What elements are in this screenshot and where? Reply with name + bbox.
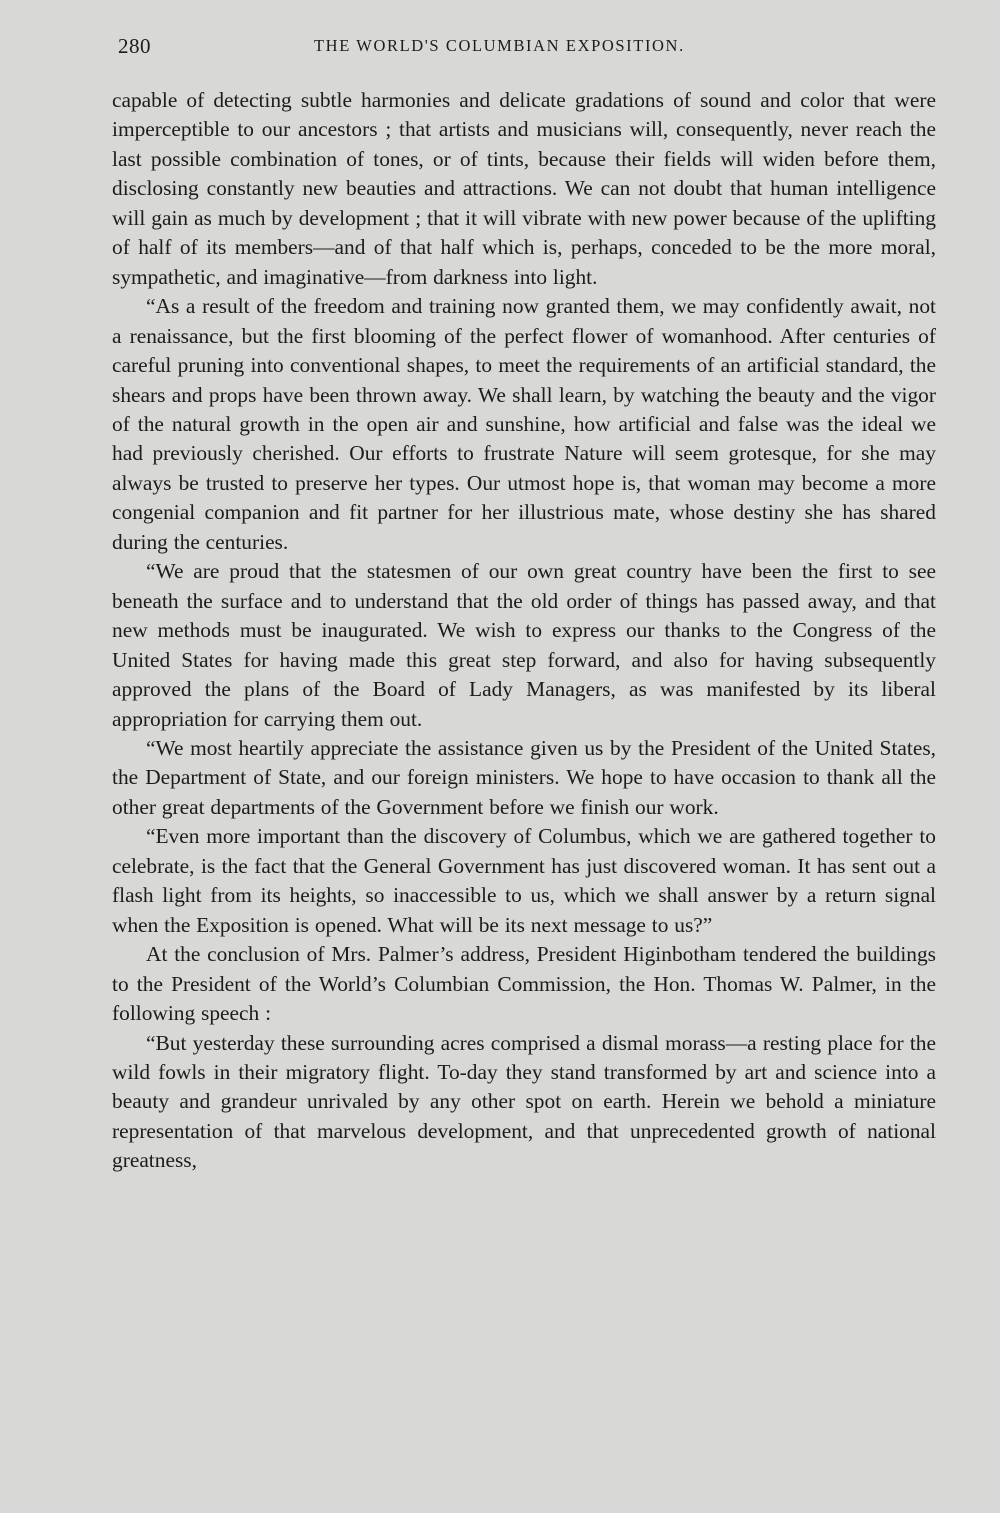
paragraph-discovery: “Even more important than the discovery of Columbus, which we are gathered together to celebrate, is the fact that the General Government has just discovered woman. It has sent out a flash light from its heights, so inaccessible to us, which we shall answer by a return signal when the Exposition is opened. What will be its next message to us?” — [112, 824, 936, 937]
page-number: 280 — [118, 34, 151, 58]
paragraph-renaissance: “As a result of the freedom and training now granted them, we may confidently await, not a renaissance, but the first blooming of the perfect flower of womanhood. After centuries of careful pruning into conventional shapes, to meet the requirements of an artificial standard, the shears and props have been thrown away. We shall learn, by watching the beauty and the vigor of the natural growth in the open air and sunshine, how artificial and false was the ideal we had previously cherished. Our efforts to frustrate Nature will seem grotesque, for she may always be trusted to preserve her types. Our utmost hope is, that woman may become a more congenial companion and fit partner for her illustrious mate, whose destiny she has shared during the centuries. — [112, 294, 936, 554]
running-head — [118, 34, 936, 60]
running-title: THE WORLD'S COLUMBIAN EXPOSITION. — [314, 36, 685, 55]
body-text — [112, 86, 936, 1176]
paragraph-conclusion: At the conclusion of Mrs. Palmer’s address, President Higinbotham tendered the buildings to the President of the World’s Columbian Commission, the Hon. Thomas W. Palmer, in the following speech : — [112, 942, 936, 1026]
paragraph-appreciation: “We most heartily appreciate the assistance given us by the President of the United States, the Department of State, and our foreign ministers. We hope to have occasion to thank all the other great departments of the Government before we finish our work. — [112, 735, 936, 819]
paragraph-speech: “But yesterday these surrounding acres comprised a dismal morass—a resting place for the wild fowls in their migratory flight. To-day they stand transformed by art and science into a beauty and grandeur unrivaled by any other spot on earth. Herein we behold a miniature representation of that marvelous development, and that unprecedented growth of national greatness, — [112, 1030, 936, 1173]
paragraph-statesmen: “We are proud that the statesmen of our own great country have been the first to see beneath the surface and to understand that the old order of things has passed away, and that new methods must be inaugurated. We wish to express our thanks to the Congress of the United States for having made this great step forward, and also for having subsequently approved the plans of the Board of Lady Managers, as was manifested by its liberal appropriation for carrying them out. — [112, 559, 936, 731]
paragraph-continuation: capable of detecting subtle harmonies and delicate gradations of sound and color that were imperceptible to our ancestors ; that artists and musicians will, consequently, never reach the last possible combination of tones, or of tints, because their fields will widen before them, disclosing constantly new beauties and attractions. We can not doubt that human intelligence will gain as much by development ; that it will vibrate with new power because of the uplifting of half of its members—and of that half which is, perhaps, conceded to be the more moral, sympathetic, and imaginative—from darkness into light. — [112, 88, 936, 289]
